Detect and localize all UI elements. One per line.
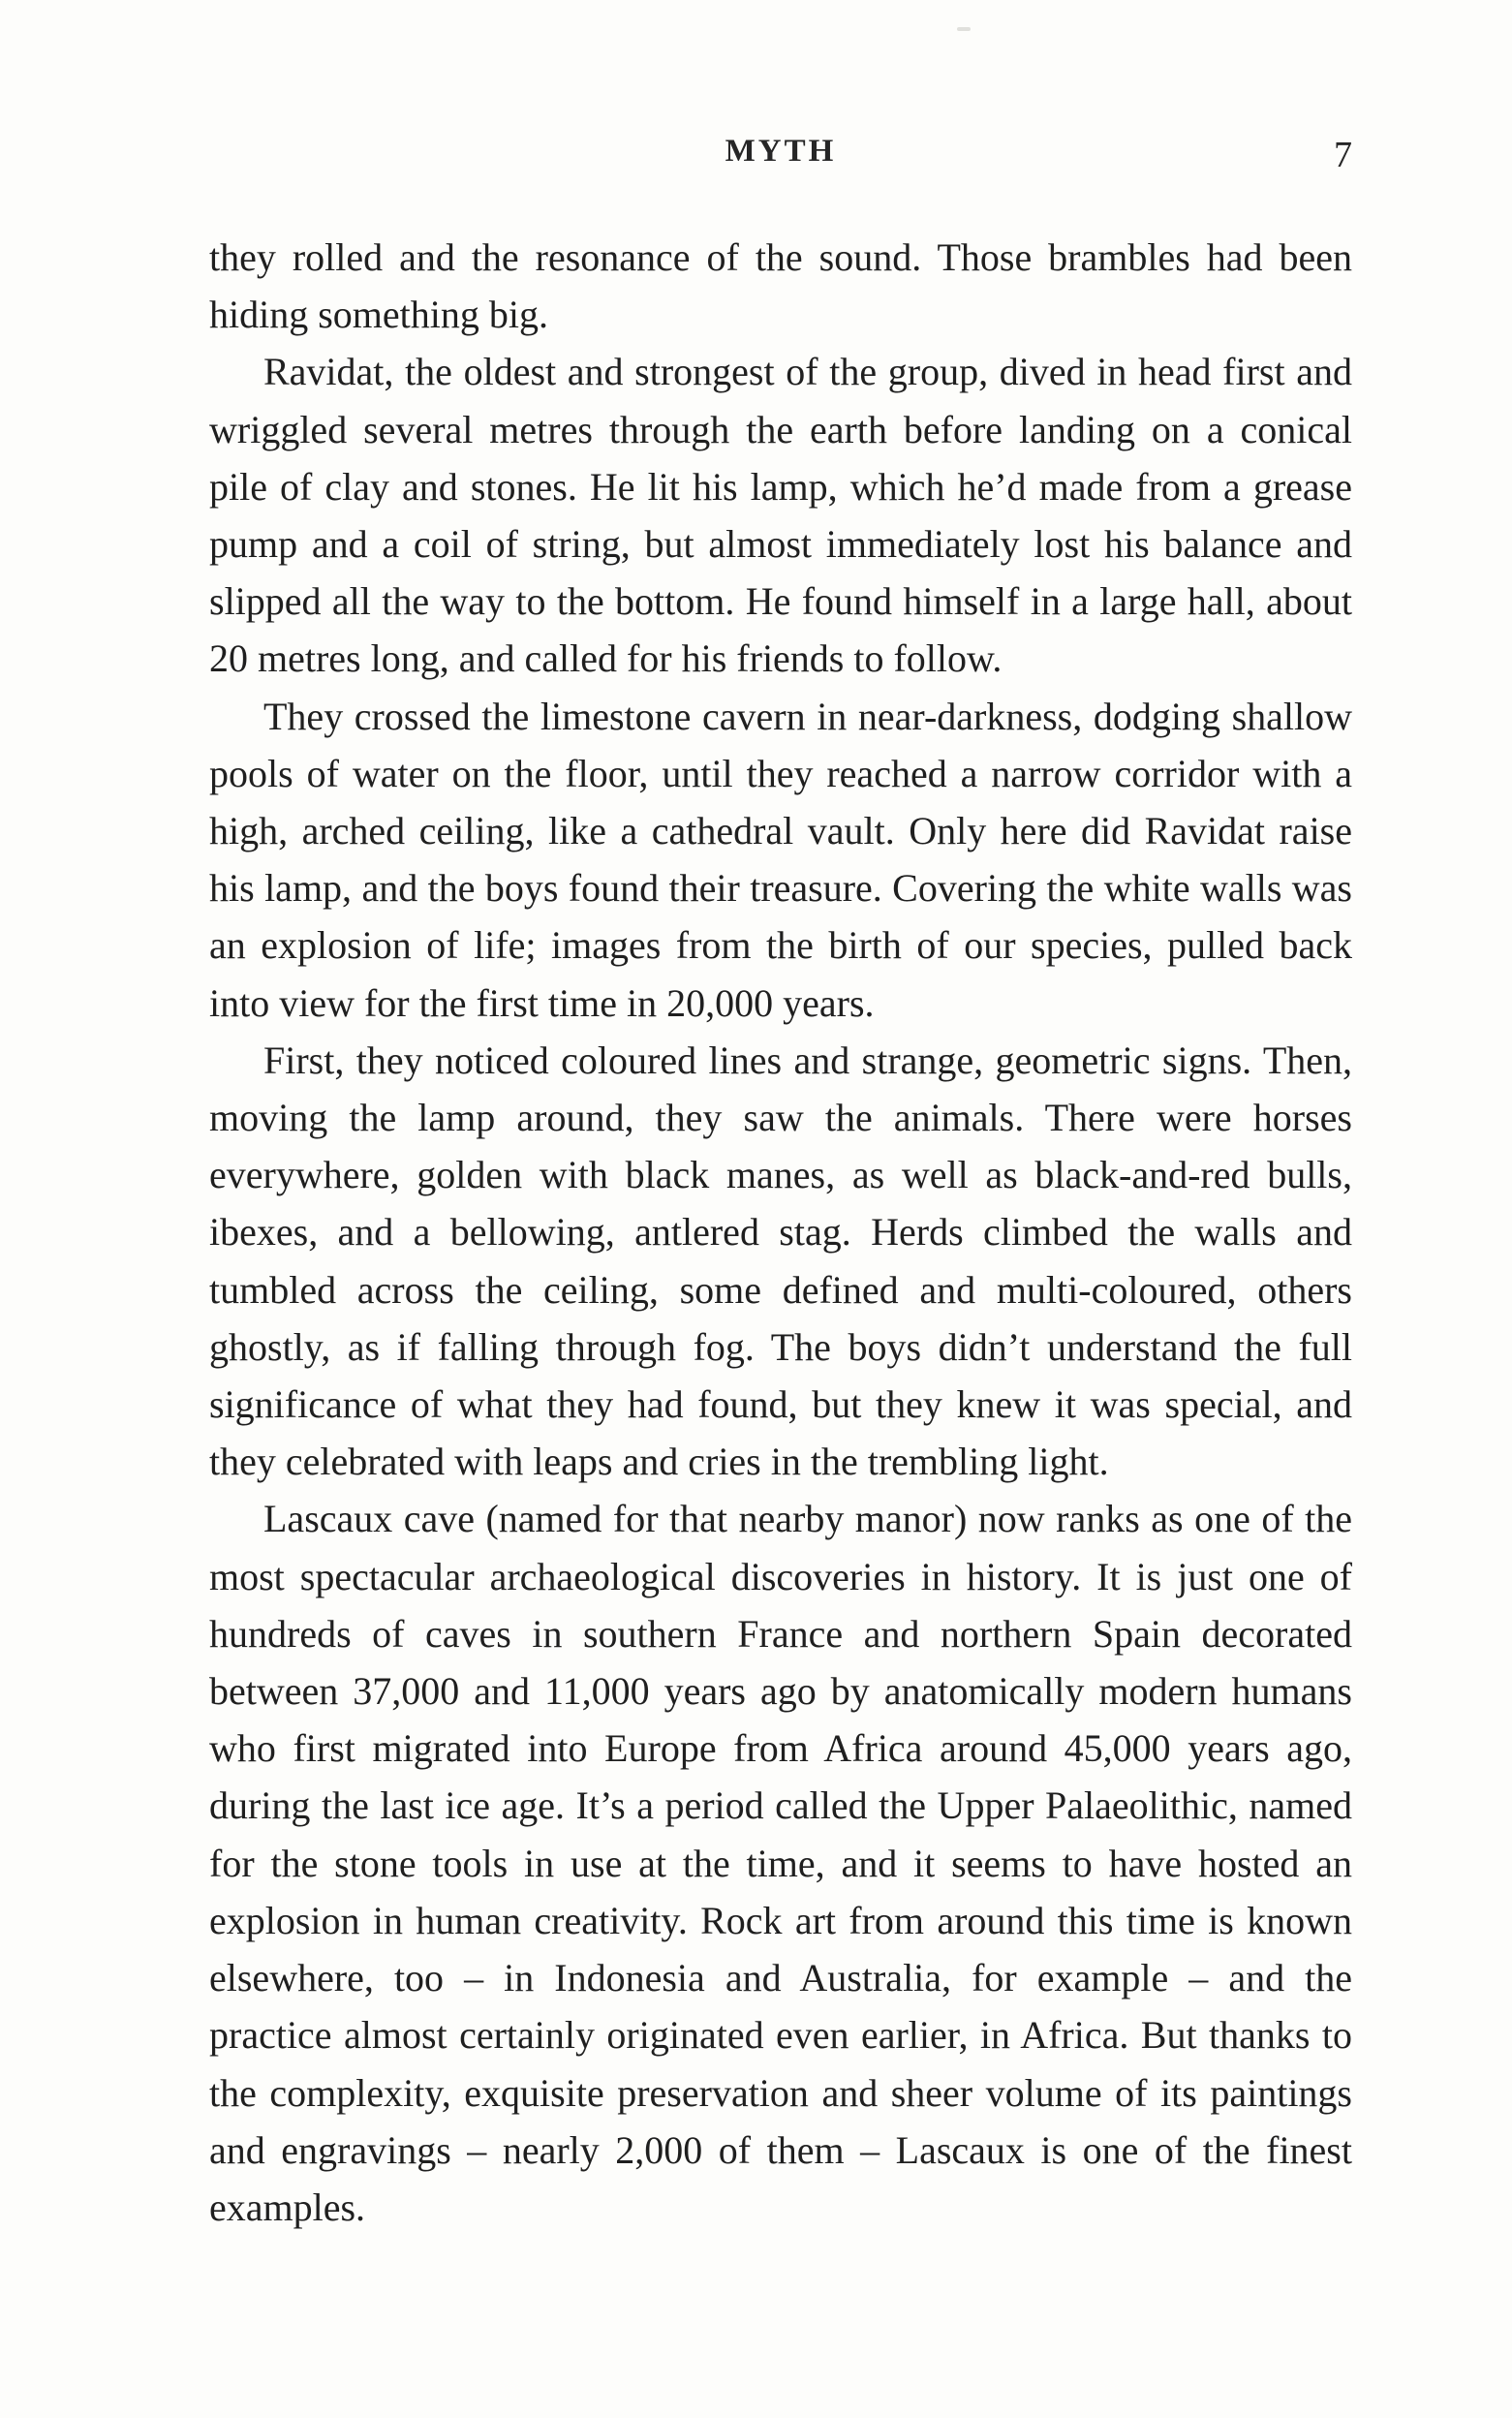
paragraph-continued: they rolled and the resonance of the sound. Those brambles had been hiding something big.: [209, 235, 1352, 337]
scan-speck: [957, 27, 971, 31]
running-header: [209, 134, 1352, 192]
paragraph-lascaux-significance: Lascaux cave (named for that nearby manor) now ranks as one of the most spectacular archaeological discoveries in history. It is just one of hundreds of caves in southern France and northern Spain decorated between 37,000 and 11,000 years ago by anatomically modern humans who first migrated into Europe from Africa around 45,000 years ago, during the last ice age. It’s a period called the Upper Palaeolithic, named for the stone tools in use at the time, and it seems to have hosted an explosion in human creativity. Rock art from around this time is known elsewhere, too – in Indonesia and Australia, for example – and the practice almost certainly originated even earlier, in Africa. But thanks to the complexity, exquisite preservation and sheer volume of its paintings and engravings – nearly 2,000 of them – Lascaux is one of the finest examples.: [209, 1497, 1352, 2229]
paragraph-animals: First, they noticed coloured lines and strange, geometric signs. Then, moving the lamp around, they saw the animals. There were horses everywhere, golden with black manes, as well as black-and-red bulls, ibexes, and a bellowing, antlered stag. Herds climbed the walls and tumbled across the ceiling, some defined and multi-coloured, others ghostly, as if falling through fog. The boys didn’t understand the full significance of what they had found, but they knew it was special, and they celebrated with leaps and cries in the trembling light.: [209, 1038, 1352, 1484]
running-title: MYTH: [725, 134, 837, 169]
paragraph-ravidat-descent: Ravidat, the oldest and strongest of the group, dived in head first and wriggled several metres through the earth before landing on a conical pile of clay and stones. He lit his lamp, which he’d made from a grease pump and a coil of string, but almost immediately lost his balance and slipped all the way to the bottom. He found himself in a large hall, about 20 metres long, and called for his friends to follow.: [209, 350, 1352, 681]
paragraph-cavern-corridor: They crossed the limestone cavern in near-darkness, dodging shallow pools of water on the floor, until they reached a narrow corridor with a high, arched ceiling, like a cathedral vault. Only here did Ravidat raise his lamp, and the boys found their treasure. Covering the white walls was an explosion of life; images from the birth of our species, pulled back into view for the first time in 20,000 years.: [209, 694, 1352, 1025]
body-text: [209, 229, 1352, 2236]
page-number: 7: [1334, 135, 1352, 175]
